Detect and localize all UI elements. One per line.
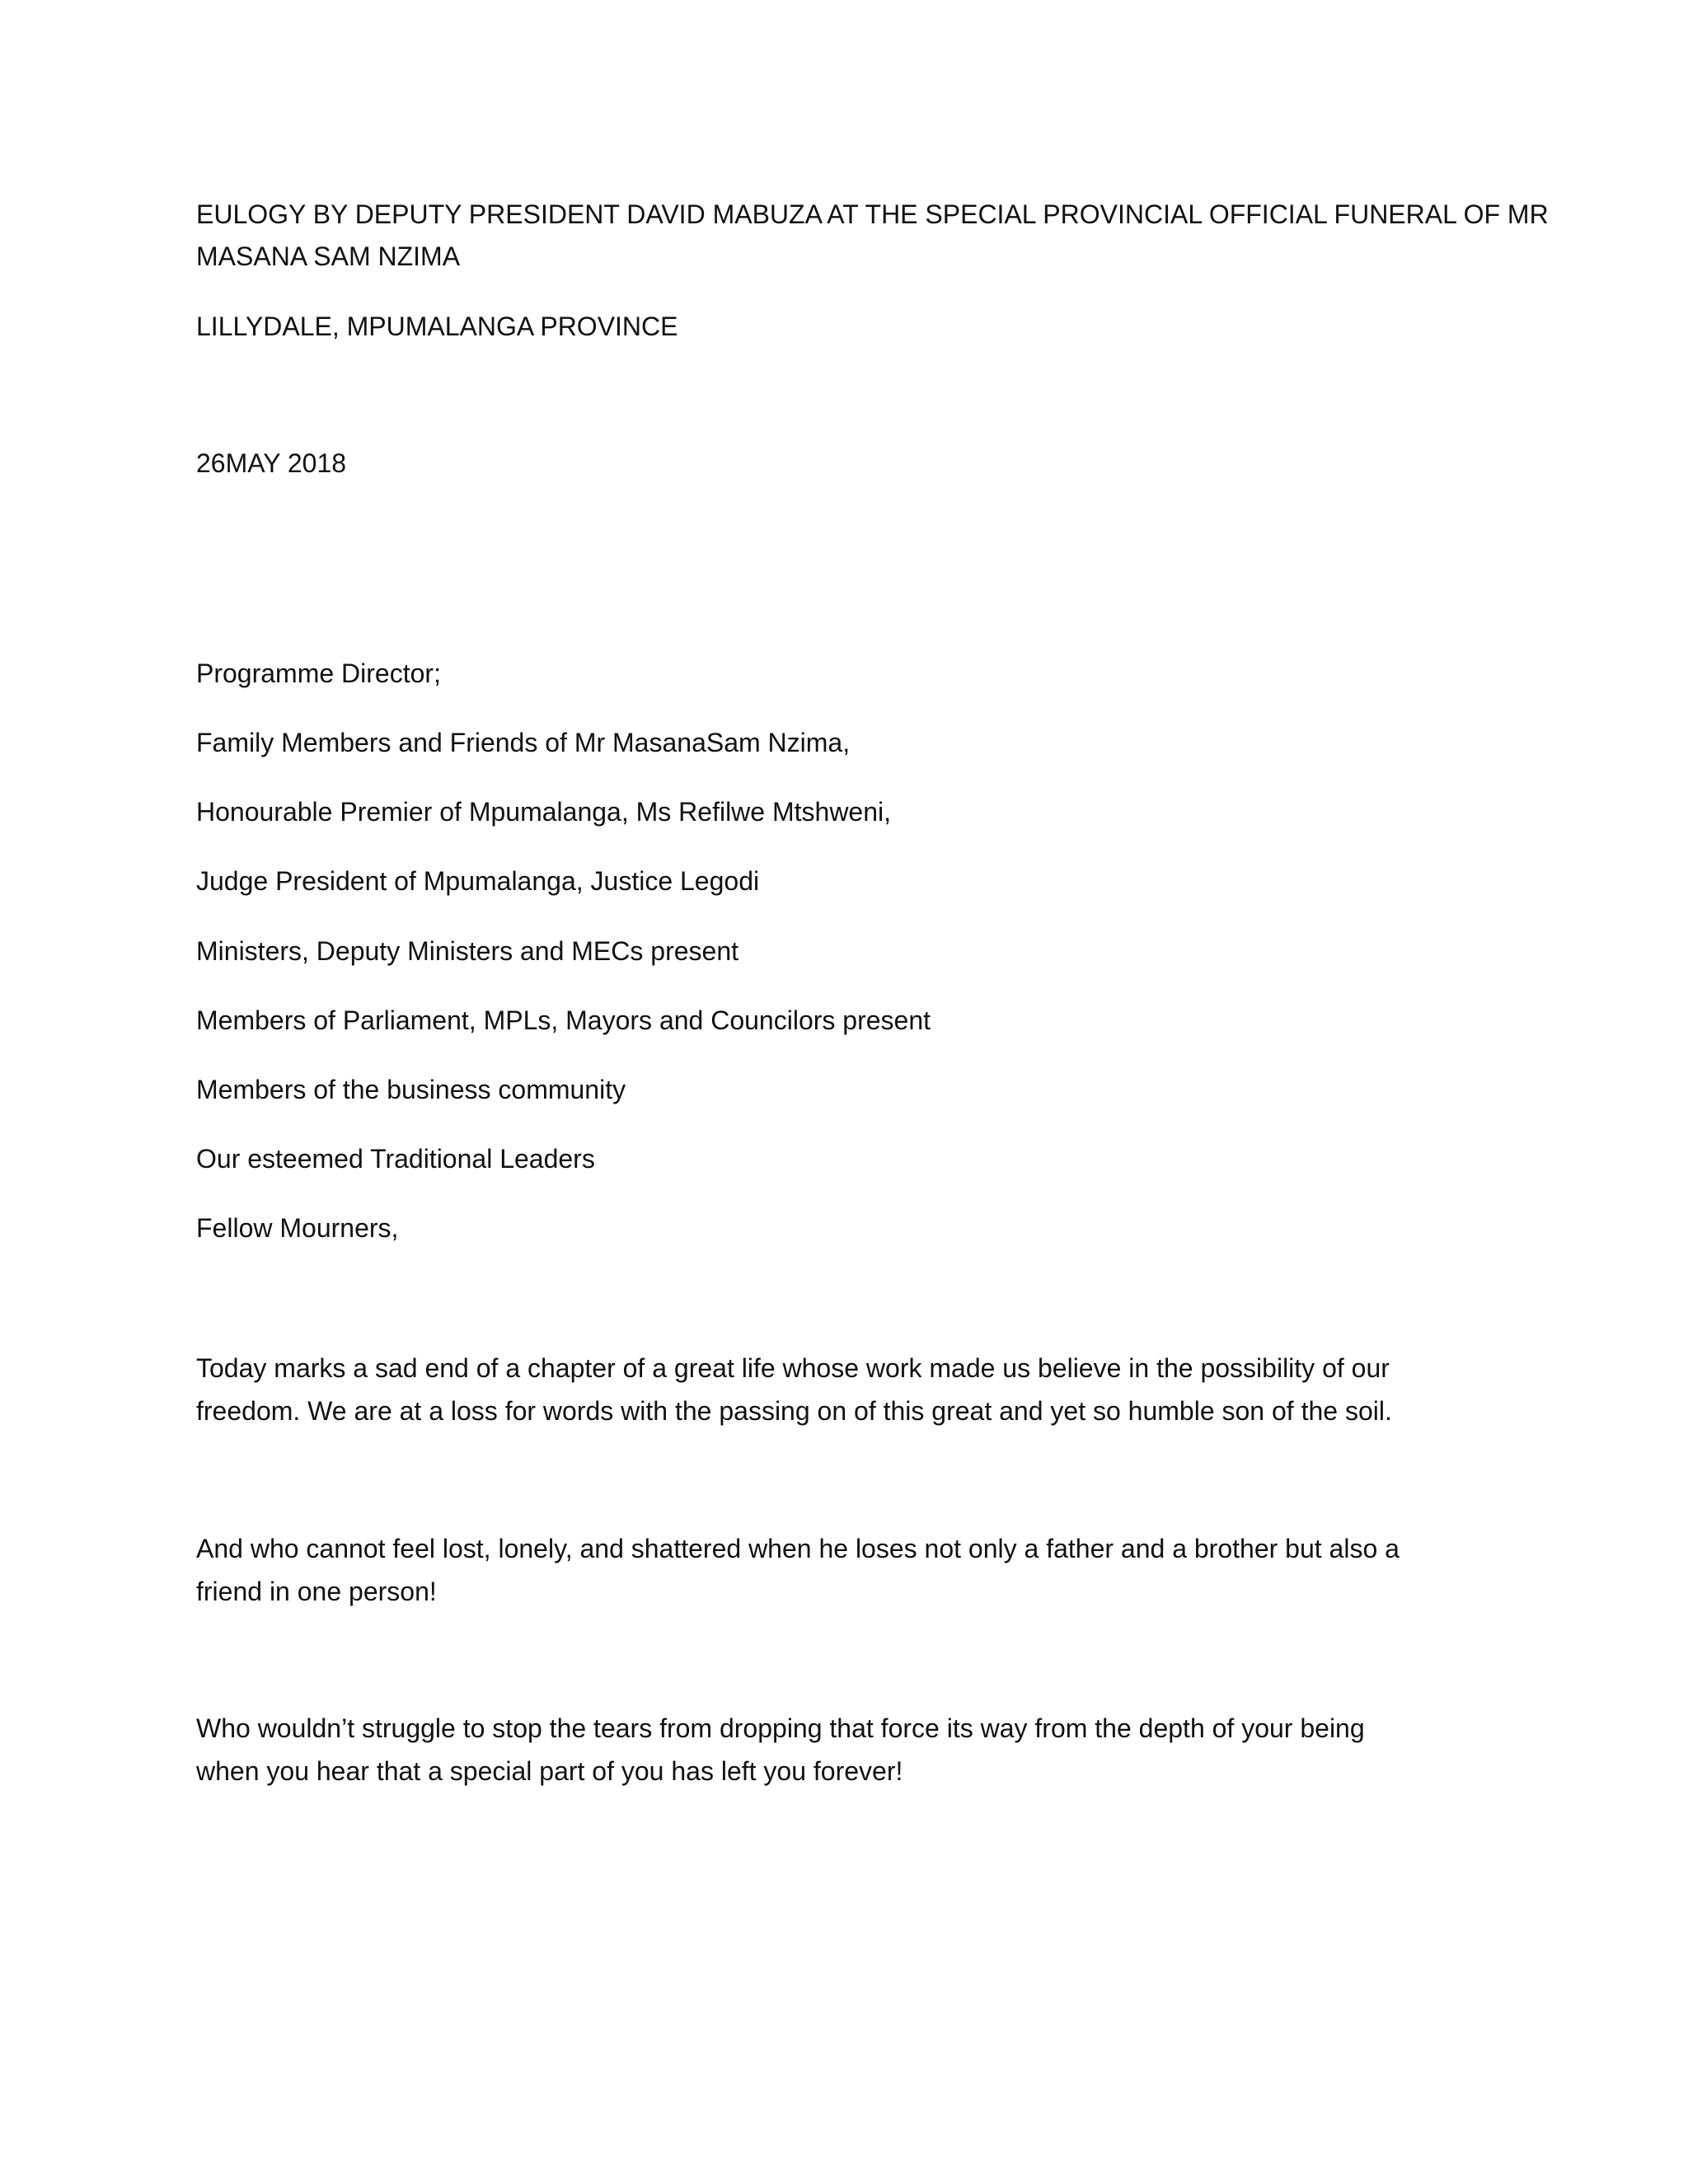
salutation-parliament: Members of Parliament, MPLs, Mayors and Councilors present — [196, 1005, 931, 1035]
paragraph-2-line-1: And who cannot feel lost, lonely, and shattered when he loses not only a father and a brother but also a — [196, 1534, 1400, 1563]
location-line: LILLYDALE, MPUMALANGA PROVINCE — [196, 312, 678, 341]
salutation-business: Members of the business community — [196, 1075, 626, 1104]
paragraph-2-line-2: friend in one person! — [196, 1577, 437, 1606]
salutation-judge-president: Judge President of Mpumalanga, Justice Legodi — [196, 866, 760, 896]
salutation-programme-director: Programme Director; — [196, 658, 441, 688]
salutation-ministers: Ministers, Deputy Ministers and MECs present — [196, 936, 738, 966]
salutation-family: Family Members and Friends of Mr MasanaSam Nzima, — [196, 728, 851, 757]
title-line-2: MASANA SAM NZIMA — [196, 241, 461, 271]
salutation-traditional-leaders: Our esteemed Traditional Leaders — [196, 1144, 595, 1174]
paragraph-1-line-1: Today marks a sad end of a chapter of a great life whose work made us believe in the possibility of our — [196, 1353, 1390, 1383]
salutation-mourners: Fellow Mourners, — [196, 1213, 399, 1243]
paragraph-3-line-2: when you hear that a special part of you has left you forever! — [196, 1756, 903, 1786]
salutation-premier: Honourable Premier of Mpumalanga, Ms Refilwe Mtshweni, — [196, 797, 892, 827]
paragraph-1-line-2: freedom. We are at a loss for words with the passing on of this great and yet so humble son of the soil. — [196, 1396, 1392, 1426]
date-line: 26MAY 2018 — [196, 448, 347, 478]
title-line-1: EULOGY BY DEPUTY PRESIDENT DAVID MABUZA AT THE SPECIAL PROVINCIAL OFFICIAL FUNERAL OF MR — [196, 199, 1549, 229]
paragraph-3-line-1: Who wouldn’t struggle to stop the tears from dropping that force its way from the depth of your being — [196, 1713, 1365, 1743]
